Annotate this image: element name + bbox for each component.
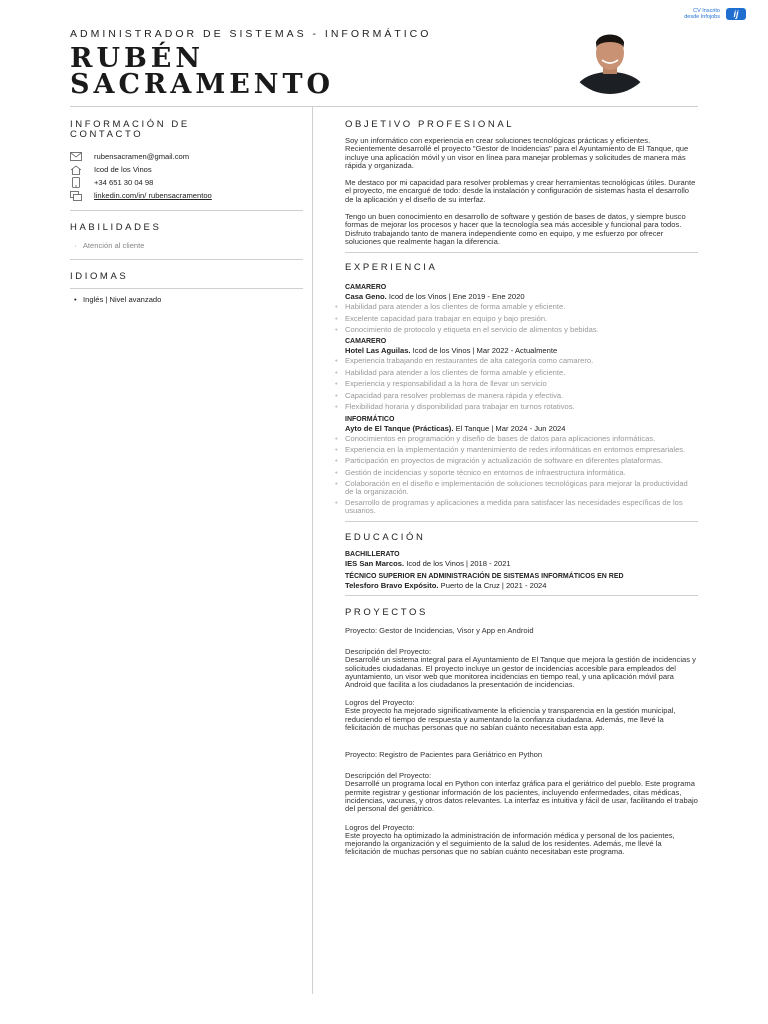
- badge-text: CV Inscrito desde Infojobs: [684, 8, 720, 21]
- edu-meta: IES San Marcos. Icod de los Vinos | 2018 - 2021: [345, 559, 511, 569]
- project-desc: Desarrollé un sistema integral para el Ayuntamiento de El Tanque que mejora la gestión de incidencias y solicitudes ciudadanas. El proyecto incluye un gestor de incidencias accesible para empleados del ayuntamiento, un visor web que monitorea incidencias en tiempo real, y una aplicación móvil para Android que facilita a los ciudadanos la presentación de incidencias.: [345, 655, 696, 690]
- project-desc-label: Descripción del Proyecto:: [345, 647, 432, 657]
- section-divider: [345, 521, 698, 522]
- education-entry: [345, 551, 698, 569]
- right-column: [335, 119, 698, 865]
- job-bullet: • Experiencia trabajando en restaurantes de alta categoría como camarero.: [335, 356, 594, 366]
- experience-section-title: EXPERIENCIA: [345, 262, 438, 274]
- project-entry: [345, 750, 698, 856]
- job-bullet: • Desarrollo de programas y aplicaciones a medida para satisfacer las necesidades específicas de los usuarios.: [335, 498, 683, 516]
- infojobs-logo-icon: ij: [726, 8, 746, 20]
- education-entry: [345, 573, 698, 591]
- job-role: CAMARERO: [345, 284, 387, 292]
- section-divider: [70, 288, 303, 289]
- contact-location: Icod de los Vinos: [70, 163, 303, 176]
- job-meta: Casa Geno. Icod de los Vinos | Ene 2019 - Ene 2020: [345, 292, 525, 302]
- contact-email[interactable]: rubensacramen@gmail.com: [70, 150, 303, 163]
- project-achievements: Este proyecto ha optimizado la administración de información médica y personal de los pacientes, mejorando la organización y el seguimiento de la salud de los residentes. Además, me llevé la felicitación de muchas personas que no sabían cuánto necesitaban este programa.: [345, 830, 675, 857]
- job-bullet: • Experiencia y responsabilidad a la hora de llevar un servicio: [335, 379, 547, 389]
- job-bullet: • Participación en proyectos de migración y actualización de software en diferentes plataformas.: [335, 456, 663, 466]
- job-bullet: • Conocimiento de protocolo y etiqueta en el servicio de alimentos y bebidas.: [335, 325, 599, 335]
- job-role: INFORMÁTICO: [345, 415, 395, 423]
- job-meta: Ayto de El Tanque (Prácticas). El Tanque | Mar 2024 - Jun 2024: [345, 423, 566, 433]
- section-divider: [70, 259, 303, 260]
- objective-paragraph: Tengo un buen conocimiento en desarrollo de software y gestión de bases de datos, y siempre busco formas de mejorar los procesos y hacer que la tecnología sea más accesible y funcional para todos. Disfruto trabajando tanto de manera independiente como en equipo, y me esfuerzo por ofrecer soluciones que realmente hagan la diferencia.: [345, 212, 686, 246]
- section-divider: [345, 595, 698, 596]
- job-bullet: • Colaboración en el diseño e implementación de soluciones tecnológicas para mejorar la productividad de la organización.: [335, 479, 688, 497]
- profile-photo: [565, 26, 655, 94]
- projects-section-title: PROYECTOS: [345, 607, 428, 619]
- project-desc-label: Descripción del Proyecto:: [345, 771, 432, 781]
- job-bullets: [335, 302, 698, 335]
- left-column: [70, 120, 303, 304]
- job-bullet: • Experiencia en la implementación y mantenimiento de redes informáticas en entornos empresariales.: [335, 444, 686, 454]
- contact-linkedin[interactable]: linkedin.com/in/ rubensacramentoo: [70, 189, 303, 202]
- project-achievements-label: Logros del Proyecto:: [345, 698, 415, 708]
- objective-paragraph: Soy un informático con experiencia en crear soluciones tecnológicas prácticas y eficientes. Recientemente desarrollé el proyecto "Gestor de Incidencias" para el Ayuntamiento de El Tanque, que incluye una aplicación móvil y un visor en línea para manejar problemas y solicitudes de manera más rápida y organizada.: [345, 136, 689, 170]
- job-bullet: • Capacidad para resolver problemas de manera rápida y efectiva.: [335, 390, 564, 400]
- job-bullet: • Habilidad para atender a los clientes de forma amable y eficiente.: [335, 367, 566, 377]
- candidate-name: RUBÉN SACRAMENTO: [70, 43, 335, 100]
- project-desc: Desarrollé un programa local en Python con interfaz gráfica para el geriátrico del pueblo. Este programa permite registrar y gestionar información de los pacientes, incluyendo enfermedades, citas médicas, incidencias, vacunas, y otros datos relevantes. La interfaz es intuitiva y fácil de usar, facilitando el trabajo del personal del geriátrico.: [345, 779, 698, 814]
- skills-section-title: HABILIDADES: [70, 222, 162, 233]
- project-achievements-label: Logros del Proyecto:: [345, 822, 415, 832]
- job-bullets: [335, 356, 698, 412]
- language-item: • Inglés | Nivel avanzado: [74, 295, 162, 304]
- project-entry: [345, 626, 698, 732]
- section-divider: [345, 252, 698, 253]
- edu-meta: Telesforo Bravo Expósito. Puerto de la Cruz | 2021 - 2024: [345, 581, 547, 591]
- job-bullet: • Excelente capacidad para trabajar en equipo y bajo presión.: [335, 313, 548, 323]
- edu-degree: TÉCNICO SUPERIOR EN ADMINISTRACIÓN DE SISTEMAS INFORMÁTICOS EN RED: [345, 573, 624, 581]
- contact-list: [70, 150, 303, 202]
- column-divider: [312, 106, 313, 994]
- job-entry: [335, 415, 698, 516]
- job-bullet: • Habilidad para atender a los clientes de forma amable y eficiente.: [335, 302, 566, 312]
- job-role: CAMARERO: [345, 338, 387, 346]
- chat-icon: [70, 191, 82, 201]
- edu-degree: BACHILLERATO: [345, 551, 400, 559]
- job-bullet: • Gestión de incidencias y soporte técnico en entornos de infraestructura informática.: [335, 467, 626, 477]
- project-name: Proyecto: Registro de Pacientes para Geriátrico en Python: [345, 750, 543, 760]
- job-bullet: • Flexibilidad horaria y disponibilidad para trabajar en turnos rotativos.: [335, 402, 575, 412]
- project-name: Proyecto: Gestor de Incidencias, Visor y App en Android: [345, 626, 534, 636]
- job-entry: [335, 283, 698, 335]
- project-achievements: Este proyecto ha mejorado significativamente la eficiencia y transparencia en la gestión municipal, reduciendo el tiempo de respuesta y aumentando la confianza ciudadana. Además, me llevé la felicitación de muchas personas que no sabían cuánto necesitaban esta app.: [345, 706, 676, 733]
- job-entry: [335, 337, 698, 412]
- header-divider: [70, 106, 698, 107]
- job-title: ADMINISTRADOR DE SISTEMAS - INFORMÁTICO: [70, 28, 432, 40]
- job-bullet: • Conocimientos en programación y diseño de bases de datos para aplicaciones informáticas.: [335, 433, 656, 443]
- phone-icon: [70, 178, 82, 188]
- objective-section-title: OBJETIVO PROFESIONAL: [345, 119, 515, 130]
- envelope-icon: [70, 152, 82, 162]
- cv-header: [70, 28, 431, 98]
- contact-phone[interactable]: +34 651 30 04 98: [70, 176, 303, 189]
- job-bullets: [335, 433, 698, 516]
- objective-paragraph: Me destaco por mi capacidad para resolver problemas y crear herramientas tecnológicas útiles. Durante el proyecto, me encargué de todo: desde la instalación y configuración de sistemas hasta el desarrollo de la aplicación y el diseño de su interfaz.: [345, 178, 696, 204]
- languages-section-title: IDIOMAS: [70, 271, 129, 282]
- skill-item: · Atención al cliente: [74, 241, 145, 250]
- contact-section-title: INFORMACIÓN DE CONTACTO: [70, 119, 190, 140]
- home-icon: [70, 165, 82, 175]
- education-section-title: EDUCACIÓN: [345, 532, 426, 544]
- job-meta: Hotel Las Aguilas. Icod de los Vinos | Mar 2022 - Actualmente: [345, 346, 558, 356]
- section-divider: [70, 210, 303, 211]
- infojobs-badge[interactable]: [684, 8, 746, 20]
